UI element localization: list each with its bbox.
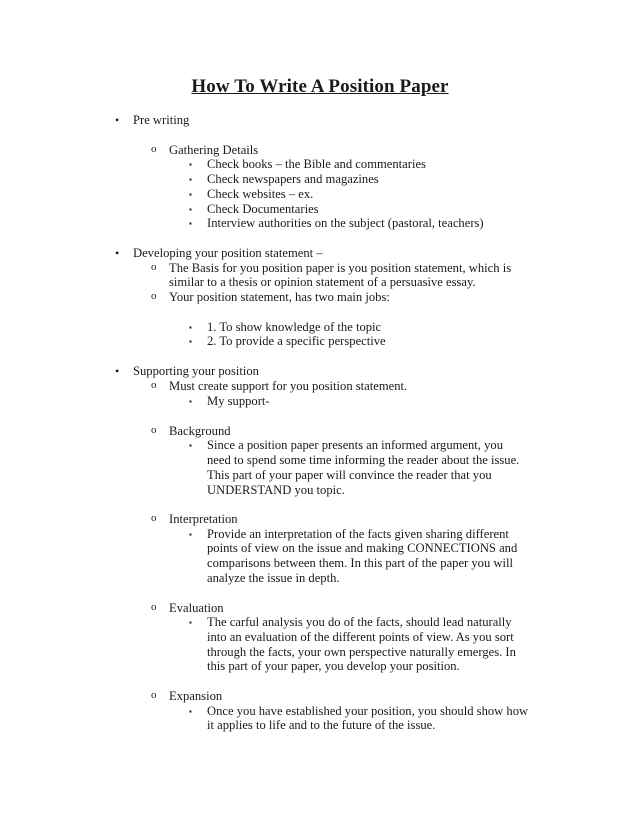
- paragraph-line: comparisons between them. In this part of the paper you will: [207, 556, 514, 570]
- list-item: Check websites – ex.: [207, 187, 314, 201]
- subheading-gathering-details: Gathering Details: [169, 143, 259, 157]
- level2-bullet: o: [151, 601, 157, 613]
- paragraph-line: The carful analysis you do of the facts, should lead naturally: [207, 615, 512, 629]
- subheading-interpretation: Interpretation: [169, 512, 238, 526]
- level2-bullet: o: [151, 379, 157, 391]
- level3-bullet: ▪: [189, 397, 192, 406]
- level2-bullet: o: [151, 290, 157, 302]
- list-item: Check newspapers and magazines: [207, 172, 379, 186]
- level1-bullet: •: [115, 113, 120, 127]
- subheading-background: Background: [169, 424, 231, 438]
- paragraph-line: similar to a thesis or opinion statement of a persuasive essay.: [169, 275, 476, 289]
- paragraph-line: Your position statement, has two main jobs:: [169, 290, 390, 304]
- level3-bullet: ▪: [189, 441, 192, 450]
- paragraph-line: Since a position paper presents an informed argument, you: [207, 438, 503, 452]
- paragraph-line: Must create support for you position statement.: [169, 379, 408, 393]
- level3-bullet: ▪: [189, 618, 192, 627]
- level1-bullet: •: [115, 364, 120, 378]
- paragraph-line: This part of your paper will convince the reader that you: [207, 468, 492, 482]
- level3-bullet: ▪: [189, 205, 192, 214]
- level3-bullet: ▪: [189, 190, 192, 199]
- paragraph-line: it applies to life and to the future of the issue.: [207, 718, 436, 732]
- level2-bullet: o: [151, 512, 157, 524]
- level3-bullet: ▪: [189, 337, 192, 346]
- list-item: My support-: [207, 394, 270, 408]
- list-item: Interview authorities on the subject (pastoral, teachers): [207, 216, 484, 230]
- heading-pre-writing: Pre writing: [133, 113, 190, 127]
- list-item: 1. To show knowledge of the topic: [207, 320, 382, 334]
- heading-developing: Developing your position statement –: [133, 246, 323, 260]
- paragraph-line: this part of your paper, you develop your position.: [207, 659, 460, 673]
- level3-bullet: ▪: [189, 175, 192, 184]
- subheading-evaluation: Evaluation: [169, 601, 224, 615]
- level3-bullet: ▪: [189, 219, 192, 228]
- level3-bullet: ▪: [189, 323, 192, 332]
- level2-bullet: o: [151, 424, 157, 436]
- page-title: How To Write A Position Paper: [191, 76, 449, 97]
- paragraph-line: UNDERSTAND you topic.: [207, 483, 345, 497]
- level3-bullet: ▪: [189, 707, 192, 716]
- level3-bullet: ▪: [189, 530, 192, 539]
- paragraph-line: Provide an interpretation of the facts given sharing different: [207, 527, 509, 541]
- list-item: 2. To provide a specific perspective: [207, 334, 386, 348]
- paragraph-line: analyze the issue in depth.: [207, 571, 340, 585]
- list-item: Check books – the Bible and commentaries: [207, 157, 426, 171]
- paragraph-line: into an evaluation of the different points of view. As you sort: [207, 630, 514, 644]
- paragraph-line: need to spend some time informing the reader about the issue.: [207, 453, 520, 467]
- paragraph-line: through the facts, your own perspective naturally emerges. In: [207, 645, 516, 659]
- level2-bullet: o: [151, 261, 157, 273]
- level2-bullet: o: [151, 689, 157, 701]
- paragraph-line: Once you have established your position, you should show how: [207, 704, 529, 718]
- list-item: Check Documentaries: [207, 202, 319, 216]
- paragraph-line: points of view on the issue and making CONNECTIONS and: [207, 541, 518, 555]
- level3-bullet: ▪: [189, 160, 192, 169]
- paragraph-line: The Basis for you position paper is you position statement, which is: [169, 261, 512, 275]
- heading-supporting: Supporting your position: [133, 364, 259, 378]
- level2-bullet: o: [151, 143, 157, 155]
- level1-bullet: •: [115, 246, 120, 260]
- subheading-expansion: Expansion: [169, 689, 223, 703]
